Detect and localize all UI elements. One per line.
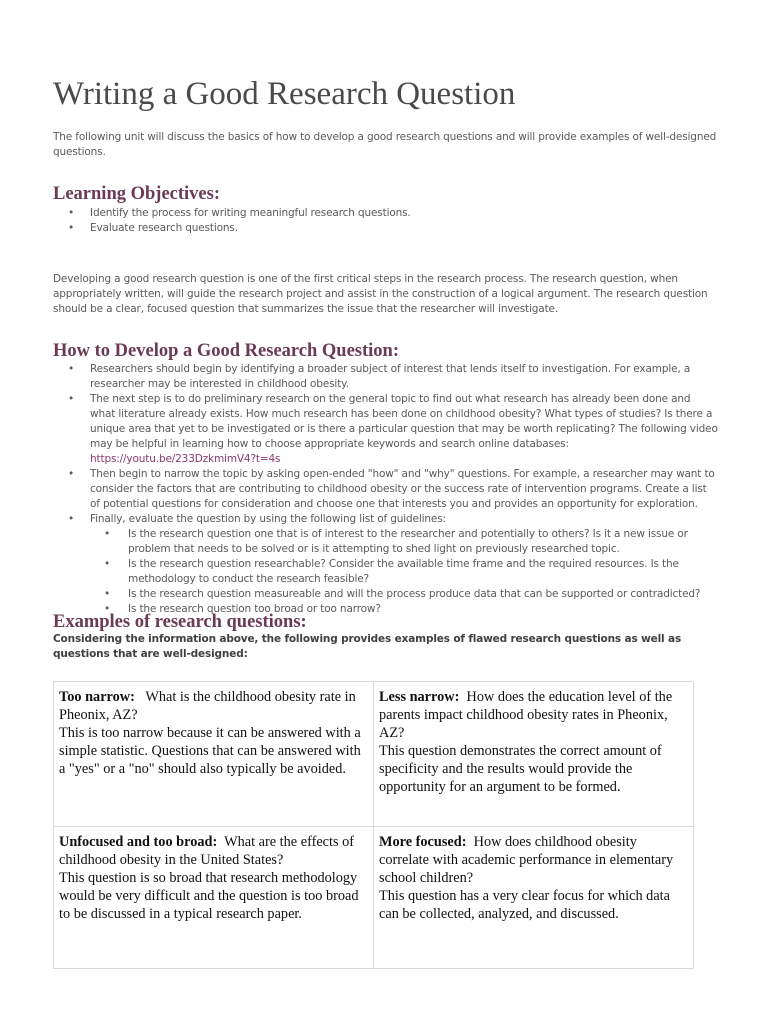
- body-paragraph: Developing a good research question is one of the first critical steps in the research process. The research question, when appropriately written, will guide the research project and assist in the construction of a logical argument. The research question should be a clear, focused question that summarizes the issue that the researcher will investigate.: [53, 273, 708, 315]
- list-item: • Is the research question too broad or too narrow?: [104, 603, 381, 615]
- intro-text: The following unit will discuss the basics of how to develop a good research questions and will provide examples of well-designed questions.: [53, 131, 717, 158]
- bullet-icon: •: [104, 603, 111, 615]
- examples-heading: Examples of research questions:: [53, 612, 307, 632]
- table-cell: [374, 827, 694, 969]
- list-item: • Identify the process for writing meaningful research questions.: [68, 207, 411, 219]
- list-item: • Is the research question researchable? Consider the available time frame and the required resources. Is the methodology to conduct the research feasible?: [104, 558, 679, 585]
- table-row: [54, 827, 694, 969]
- bullet-icon: •: [68, 468, 75, 480]
- cell-question: What are the effects of childhood obesity in the United States?: [59, 834, 355, 868]
- list-item: • The next step is to do preliminary research on the general topic to find out what research has already been done and what literature already exists. How much research has been done on childhood obesity? What types of studies? Is there a unique area that yet to be investigated or is there a particular question that may be worth replicating? The following video may be helpful in learning how to choose appropriate keywords and search online databases: https://youtu.be/233DzkmimV4?t=4s: [68, 393, 718, 465]
- objectives-list: [53, 206, 718, 236]
- video-link[interactable]: https://youtu.be/233DzkmimV4?t=4s: [90, 453, 281, 465]
- cell-label: Less narrow:: [379, 689, 460, 705]
- examples-table: [53, 681, 694, 969]
- list-item: • Is the research question measureable and will the process produce data that can be supported or contradicted?: [104, 588, 701, 600]
- table-cell: [54, 827, 374, 969]
- cell-label: Unfocused and too broad:: [59, 834, 218, 850]
- page-title: Writing a Good Research Question: [53, 76, 516, 112]
- bullet-icon: •: [68, 363, 75, 375]
- cell-comment: This question is so broad that research methodology would be very difficult and the question is too broad to be discussed in a typical research paper.: [59, 870, 359, 922]
- cell-question: What is the childhood obesity rate in Pheonix, AZ?: [59, 689, 356, 723]
- bullet-icon: •: [104, 588, 111, 600]
- table-cell: [374, 682, 694, 827]
- cell-label: More focused:: [379, 834, 467, 850]
- guidelines-list: [90, 527, 718, 617]
- cell-question: How does childhood obesity correlate with academic performance in elementary school children?: [379, 834, 674, 886]
- develop-heading: How to Develop a Good Research Question:: [53, 341, 399, 361]
- learning-objectives-heading: Learning Objectives:: [53, 184, 220, 204]
- table-cell: [54, 682, 374, 827]
- cell-comment: This question has a very clear focus for which data can be collected, analyzed, and discussed.: [379, 888, 670, 922]
- cell-comment: This question demonstrates the correct amount of specificity and the results would provide the opportunity for an argument to be formed.: [379, 743, 662, 795]
- bullet-icon: •: [68, 207, 75, 219]
- cell-comment: This is too narrow because it can be answered with a simple statistic. Questions that can be answered with a "yes" or a "no" should also typically be avoided.: [59, 725, 361, 777]
- cell-question: How does the education level of the parents impact childhood obesity rates in Pheonix, AZ?: [379, 689, 673, 741]
- cell-label: Too narrow:: [59, 689, 135, 705]
- bullet-icon: •: [68, 513, 75, 525]
- list-item: • Evaluate research questions.: [68, 222, 238, 234]
- bullet-icon: •: [68, 393, 75, 405]
- list-item: • Then begin to narrow the topic by asking open-ended "how" and "why" questions. For example, a researcher may want to consider the factors that are contributing to childhood obesity or the success rate of intervention programs. Create a list of potential questions for consideration and choose one that interests you and provides an opportunity for exploration.: [68, 468, 715, 510]
- list-item: • Finally, evaluate the question by using the following list of guidelines: • Is the research question one that is of interest to the researcher and potentially to others? Is it a new issue or problem that needs to be solved or is it attempting to shed light on previously researched topic. • Is the research question researchable? Consider the available time frame and the required resources. Is the methodology to conduct the research feasible? • Is the research question measureable and will the process produce data that can be supported or contradicted? • Is the research question too broad or too narrow?: [53, 512, 718, 617]
- bullet-icon: •: [104, 558, 111, 570]
- bullet-icon: •: [68, 222, 75, 234]
- examples-note: Considering the information above, the following provides examples of flawed research questions as well as questions that are well-designed:: [53, 633, 682, 660]
- bullet-icon: •: [104, 528, 111, 540]
- list-item: • Researchers should begin by identifying a broader subject of interest that lends itself to investigation. For example, a researcher may be interested in childhood obesity.: [68, 363, 691, 390]
- develop-steps-list: [53, 362, 718, 617]
- table-row: [54, 682, 694, 827]
- list-item: • Is the research question one that is of interest to the researcher and potentially to others? Is it a new issue or problem that needs to be solved or is it attempting to shed light on previously researched topic.: [104, 528, 688, 555]
